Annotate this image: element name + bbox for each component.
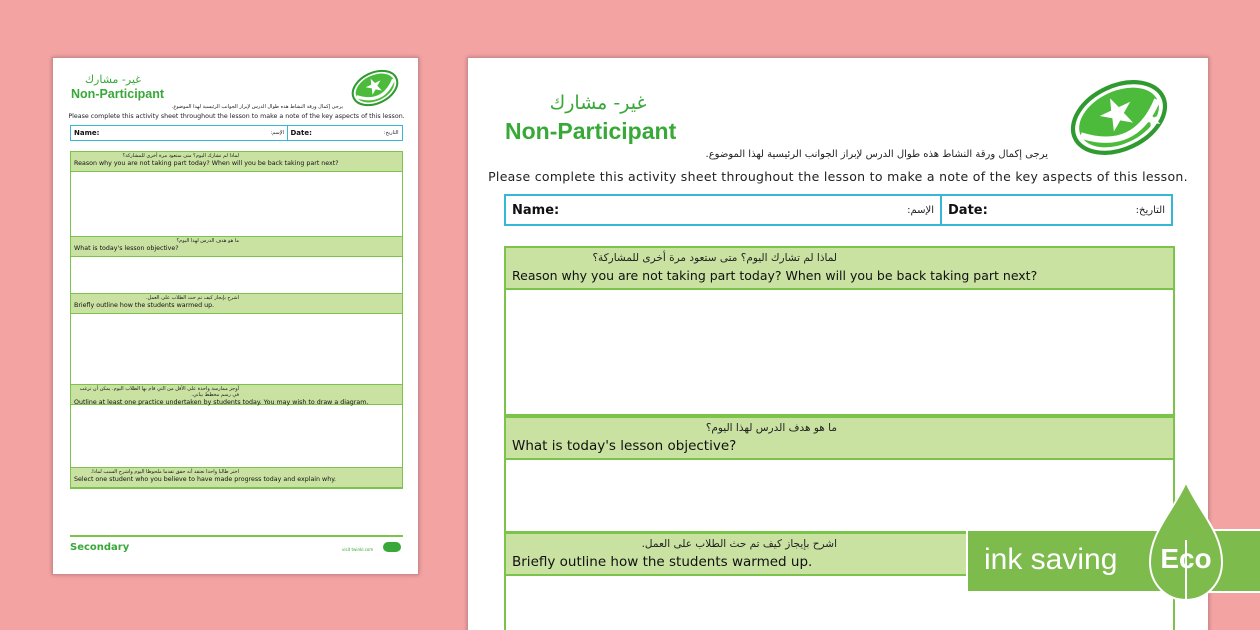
- sheet-title-arabic: غير- مشارك: [84, 73, 142, 86]
- section-label-arabic: ما هو هدف الدرس لهذا اليوم؟: [705, 422, 837, 434]
- sheet-title: Non-Participant: [505, 118, 677, 144]
- section-label: Outline at least one practice undertaken by students today. You may wish to draw a diagram.: [74, 399, 369, 406]
- instructions: Please complete this activity sheet throughout the lesson to make a note of the key aspects of this lesson.: [68, 113, 405, 120]
- section-label-arabic: اختر طالبا واحدا تعتقد أنه حقق تقدما ملحوظا اليوم واشرح السبب لماذا.: [90, 469, 239, 475]
- section-practice[interactable]: [70, 384, 403, 468]
- name-date-row: [504, 194, 1175, 226]
- name-label: Name:: [512, 202, 560, 218]
- section-header: [71, 294, 402, 314]
- section-label: Select one student who you believe to have made progress today and explain why.: [74, 476, 337, 483]
- date-label-arabic: التاريخ:: [383, 130, 399, 136]
- section-warmup[interactable]: [70, 293, 403, 385]
- section-objective[interactable]: [70, 236, 403, 294]
- section-progress[interactable]: [70, 467, 403, 489]
- section-label-arabic: لماذا لم تشارك اليوم؟ متى ستعود مرة أخرى للمشاركة؟: [122, 153, 239, 159]
- section-label: Briefly outline how the students warmed up.: [74, 302, 215, 309]
- section-header: [71, 468, 402, 488]
- section-label-arabic: اشرح بإيجاز كيف تم حث الطلاب على العمل.: [641, 538, 837, 550]
- section-reason[interactable]: [504, 246, 1175, 416]
- sheet-title-arabic: غير- مشارك: [549, 92, 647, 114]
- section-label: What is today's lesson objective?: [512, 438, 737, 454]
- section-label: What is today's lesson objective?: [74, 245, 179, 252]
- section-header: [71, 385, 402, 405]
- rugby-ball-icon: [349, 65, 401, 111]
- section-header: [71, 237, 402, 257]
- name-label-arabic: الإسم:: [907, 204, 934, 216]
- section-label-arabic: اشرح بإيجاز كيف تم حث الطلاب على العمل.: [145, 295, 239, 301]
- name-label-arabic: الإسم:: [270, 130, 284, 136]
- footer-label: Secondary: [70, 542, 130, 553]
- section-label: Reason why you are not taking part today? When will you be back taking part next?: [74, 160, 339, 167]
- name-field[interactable]: [504, 194, 942, 226]
- twinkl-logo-icon: [383, 542, 401, 552]
- section-label-arabic: ما هو هدف الدرس لهذا اليوم؟: [176, 238, 239, 244]
- section-label-arabic: أوجز ممارسة واحدة على الأقل من التي قام بها الطلاب اليوم. يمكن أن ترغب في رسم مخطط بياني.: [79, 386, 239, 398]
- section-header: [506, 248, 1173, 290]
- date-label-arabic: التاريخ:: [1135, 204, 1165, 216]
- name-date-row: [70, 125, 403, 141]
- section-label: Briefly outline how the students warmed up.: [512, 554, 813, 570]
- section-header: [506, 418, 1173, 460]
- instructions: Please complete this activity sheet throughout the lesson to make a note of the key aspects of this lesson.: [488, 169, 1188, 184]
- ink-saving-label: ink saving: [984, 543, 1118, 576]
- instructions-arabic: يرجى إكمال ورقة النشاط هذه طوال الدرس لإبراز الجوانب الرئيسية لهذا الموضوع.: [171, 104, 343, 110]
- footer-url: visit twinkl.com: [342, 547, 374, 552]
- sheet-title: Non-Participant: [71, 87, 165, 101]
- section-label: Reason why you are not taking part today? When will you be back taking part next?: [512, 268, 1038, 283]
- eco-label: Eco: [1160, 543, 1212, 574]
- footer-divider: [70, 535, 403, 537]
- name-label: Name:: [74, 129, 100, 137]
- section-label-arabic: لماذا لم تشارك اليوم؟ متى ستعود مرة أخرى للمشاركة؟: [592, 252, 837, 264]
- instructions-arabic: يرجى إكمال ورقة النشاط هذه طوال الدرس لإبراز الجوانب الرئيسية لهذا الموضوع.: [705, 149, 1048, 160]
- rugby-ball-icon: [1063, 70, 1175, 165]
- date-label: Date:: [948, 202, 988, 218]
- name-field[interactable]: [70, 125, 288, 141]
- section-header: [71, 152, 402, 172]
- eco-drop-icon: [1148, 480, 1224, 615]
- date-field[interactable]: [287, 125, 403, 141]
- thumbnail-sheet: [52, 57, 419, 575]
- section-objective[interactable]: [504, 416, 1175, 533]
- section-reason[interactable]: [70, 151, 403, 237]
- date-field[interactable]: [940, 194, 1173, 226]
- date-label: Date:: [290, 129, 312, 137]
